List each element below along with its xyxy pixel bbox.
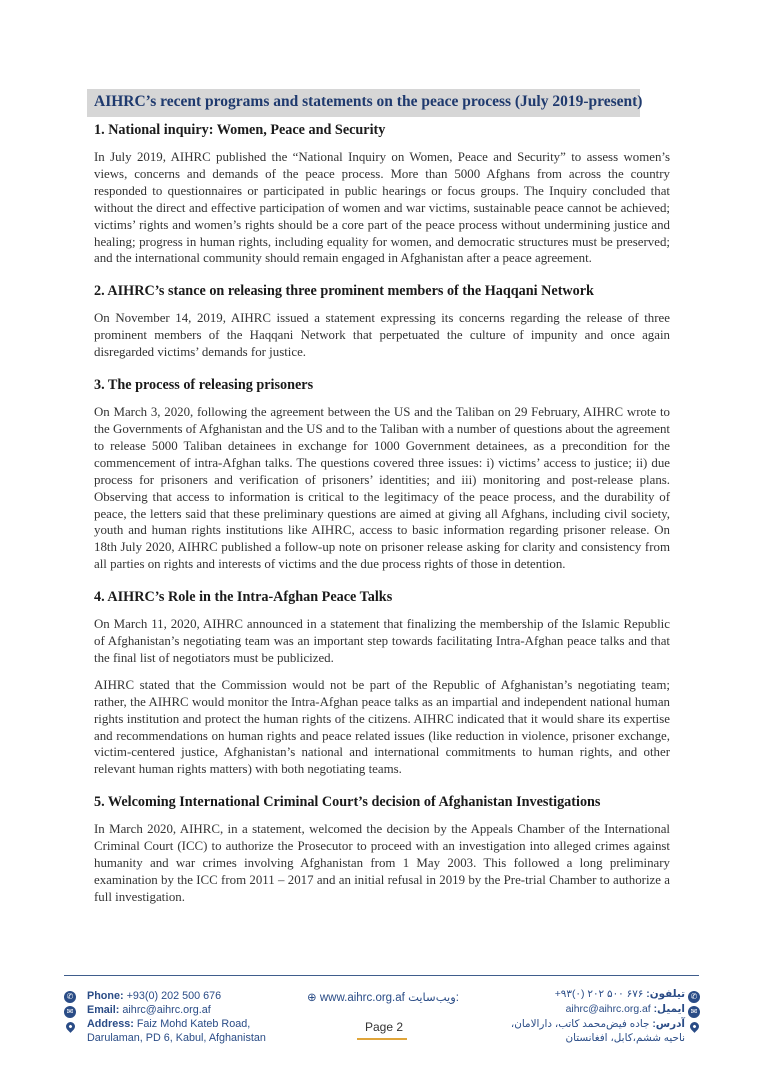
fa-address-label: آدرس:	[652, 1019, 685, 1030]
section-icc	[94, 794, 670, 906]
footer-address-fa-line2: ناحیه ششم،کابل، افغانستان	[565, 1033, 685, 1044]
website-label-fa: ویب‌سایت:	[408, 992, 459, 1004]
footer-email	[87, 1004, 211, 1016]
website-value[interactable]: www.aihrc.org.af	[319, 992, 405, 1004]
section-heading: 2. AIHRC’s stance on releasing three prominent members of the Haqqani Network	[94, 283, 594, 300]
email-value[interactable]: aihrc@aihrc.org.af	[122, 1004, 211, 1016]
location-icon	[64, 1020, 77, 1033]
globe-icon: ⊕	[307, 992, 317, 1004]
footer-address-fa	[511, 1018, 685, 1030]
footer-phone	[87, 990, 221, 1002]
phone-value[interactable]: +93(0) 202 500 676	[126, 990, 222, 1002]
document-body	[94, 119, 670, 916]
phone-icon-fa: ✆	[688, 991, 700, 1003]
fa-email-value[interactable]: aihrc@aihrc.org.af	[565, 1004, 651, 1015]
footer-phone-fa	[555, 988, 685, 1000]
email-icon-fa: ✉	[688, 1006, 700, 1018]
page-title: AIHRC’s recent programs and statements on the peace process (July 2019-present)	[94, 93, 643, 110]
footer-address-line2: Darulaman, PD 6, Kabul, Afghanistan	[87, 1032, 266, 1044]
section-paragraph: AIHRC stated that the Commission would not be part of the Republic of Afghanistan’s negotiating team; rather, the AIHRC would monitor the Intra-Afghan peace talks as an impartial and independent national human rights institution and protect the human rights of the citizens. AIHRC indicated that it would share its expertise and recommendations on human rights and peace related issues (like reduction in violence, prisoner exchange, victim-centered justice, Afghanistan’s national and international commitments to human rights, and other relevant human rights matters) with both negotiating teams.	[94, 677, 670, 777]
section-heading: 3. The process of releasing prisoners	[94, 377, 314, 394]
footer-email-fa	[566, 1003, 685, 1015]
address-label: Address:	[87, 1018, 134, 1030]
title-bar	[87, 89, 643, 117]
email-icon: ✉	[64, 1006, 76, 1018]
page-number-underline	[357, 1038, 407, 1040]
footer-address	[87, 1018, 250, 1030]
section-paragraph: On March 11, 2020, AIHRC announced in a statement that finalizing the membership of the Islamic Republic of Afghanistan’s negotiating team was an important step towards facilitating Intra-Afghan peace talks and that the final list of negotiators must be publicized.	[94, 617, 670, 665]
page-number: Page 2	[364, 1020, 404, 1034]
location-icon-fa	[688, 1020, 701, 1033]
fa-address-line1: جاده فیض‌محمد کاتب، دارالامان،	[510, 1019, 650, 1030]
address-line1: Faiz Mohd Kateb Road,	[136, 1018, 251, 1030]
section-heading: 5. Welcoming International Criminal Court’s decision of Afghanistan Investigations	[94, 794, 601, 811]
section-heading: 4. AIHRC’s Role in the Intra-Afghan Peace Talks	[94, 589, 393, 606]
phone-icon: ✆	[64, 991, 76, 1003]
fa-email-label: ایمیل:	[653, 1004, 685, 1015]
section-paragraph: On March 3, 2020, following the agreement between the US and the Taliban on 29 February, AIHRC wrote to the Governments of Afghanistan and the US and to the Taliban with a number of questions about the agreement to release 5000 Taliban detainees in exchange for 1000 Government detainees, as a precondition for the commencement of intra-Afghan talks. The questions covered three issues: i) victims’ access to justice; ii) due process for prisoners and verification of prisoners’ identities; and iii) monitoring and post-release plans. Observing that access to information is critical to the legitimacy of the peace process, and the durability of peace, the letters said that these preliminary questions are aimed at giving all Afghans, including civil society, youth and human rights institutions like AIHRC, access to basic information regarding prisoner release. On 18th July 2020, AIHRC published a follow-up note on prisoner release asking for clarity and consistency from all parties on rights and interests of victims and the due process rights of those in detention.	[94, 405, 670, 572]
section-heading: 1. National inquiry: Women, Peace and Security	[94, 122, 386, 138]
section-peace-talks	[94, 589, 670, 778]
section-paragraph: In July 2019, AIHRC published the “National Inquiry on Women, Peace and Security” to assess women’s views, concerns and demands of the peace process. More than 5000 Afghans from across the country responded to questionnaires or participated in public hearings or focus groups. The Inquiry concluded that without the direct and effective participation of women and war victims, sustainable peace cannot be achieved; victims’ rights and women’s rights should be a core part of the peace process without undermining justice and healing; progress in human rights, including equality for women, and democratic structures must be preserved; and the international community should remain engaged in Afghanistan after a peace agreement.	[94, 150, 670, 266]
email-label: Email:	[87, 1004, 120, 1016]
phone-label: Phone:	[87, 990, 124, 1002]
footer-website	[307, 990, 459, 1004]
section-paragraph: In March 2020, AIHRC, in a statement, welcomed the decision by the Appeals Chamber of the International Criminal Court (ICC) to authorize the Prosecutor to proceed with an investigation into alleged crimes against humanity and war crimes involving Afghanistan from 1 May 2003. This followed a long preliminary examination by the ICC from 2011 – 2017 and an initial refusal in 2019 by the Pre-trial Chamber to authorize a full investigation.	[94, 822, 670, 904]
section-haqqani	[94, 283, 670, 361]
section-national-inquiry	[94, 122, 670, 267]
fa-phone-label: تیلفون:	[646, 989, 685, 1000]
section-prisoners	[94, 377, 670, 573]
footer-divider	[64, 975, 699, 976]
fa-phone-value[interactable]: ۶۷۶ ۵۰۰ ۲۰۲ (۰)۹۳+	[554, 989, 644, 1000]
section-paragraph: On November 14, 2019, AIHRC issued a statement expressing its concerns regarding the release of three prominent members of the Haqqani Network that perpetuated the culture of impunity and once again disregarded victims’ demands for justice.	[94, 311, 670, 360]
